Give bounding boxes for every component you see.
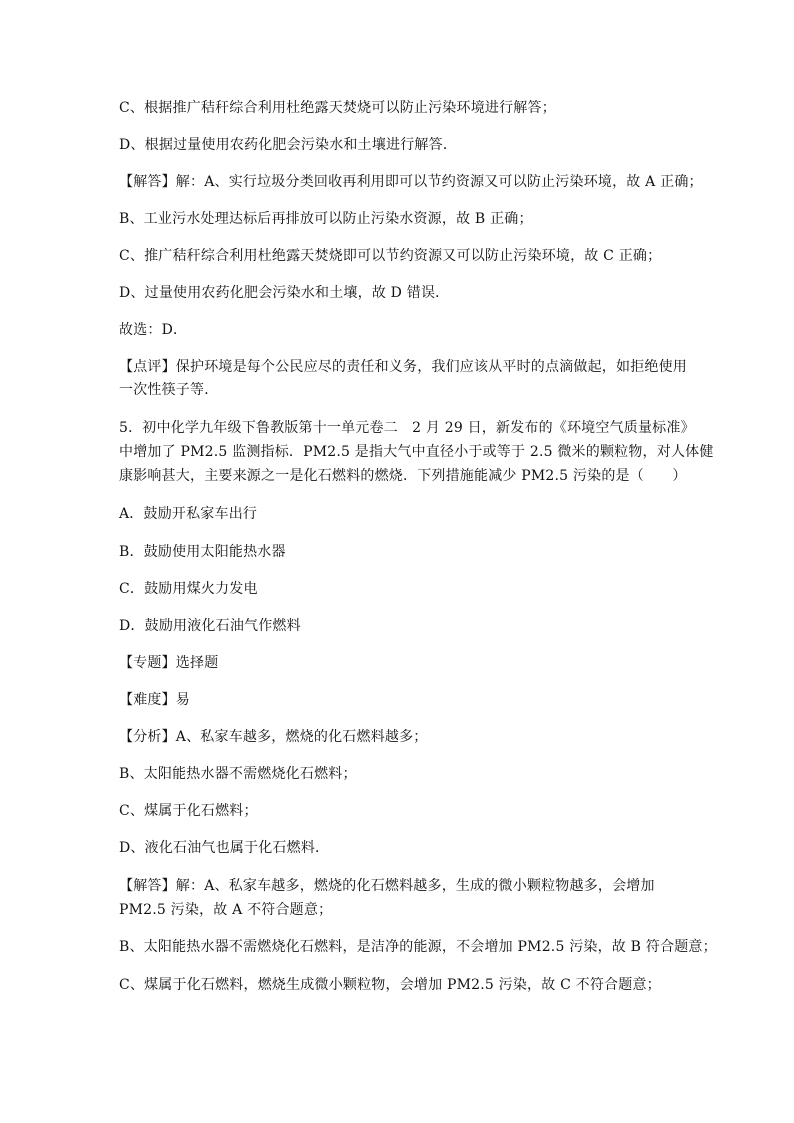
- difficulty-line: 【难度】易: [119, 692, 190, 708]
- question-5-line-1: 5．初中化学九年级下鲁教版第十一单元卷二 2 月 29 日，新发布的《环境空气质量标准》: [119, 420, 695, 436]
- comment-line-1: 【点评】保护环境是每个公民应尽的责任和义务，我们应该从平时的点滴做起，如拒绝使用: [119, 359, 687, 375]
- choice-line: 故选：D．: [119, 322, 188, 338]
- option-b: B．鼓励使用太阳能热水器: [119, 544, 286, 560]
- question-5-line-2: 中增加了 PM2.5 监测指标．PM2.5 是指大气中直径小于或等于 2.5 微米的颗粒物，对人体健: [119, 444, 714, 460]
- answer-a-line: 【解答】解：A、实行垃圾分类回收再利用即可以节约资源又可以防止污染环境，故 A 正确；: [119, 174, 703, 190]
- analysis-5-d-line: D、液化石油气也属于化石燃料．: [119, 840, 330, 856]
- analysis-c-line: C、根据推广秸秆综合利用杜绝露天焚烧可以防止污染环境进行解答；: [119, 100, 556, 116]
- answer-5-c-line: C、煤属于化石燃料，燃烧生成微小颗粒物，会增加 PM2.5 污染，故 C 不符合题意；: [119, 977, 661, 993]
- option-a: A．鼓励开私家车出行: [119, 506, 258, 522]
- analysis-5-b-line: B、太阳能热水器不需燃烧化石燃料；: [119, 766, 357, 782]
- option-d: D．鼓励用液化石油气作燃料: [119, 618, 301, 634]
- analysis-5-a-line: 【分析】A、私家车越多，燃烧的化石燃料越多；: [119, 729, 428, 745]
- answer-d-line: D、过量使用农药化肥会污染水和土壤，故 D 错误．: [119, 285, 450, 301]
- analysis-d-line: D、根据过量使用农药化肥会污染水和土壤进行解答．: [119, 137, 458, 153]
- answer-5-b-line: B、太阳能热水器不需燃烧化石燃料，是洁净的能源，不会增加 PM2.5 污染，故 B 符合题意；: [119, 939, 717, 955]
- answer-5-a-line-1: 【解答】解：A、私家车越多，燃烧的化石燃料越多，生成的微小颗粒物越多，会增加: [119, 878, 655, 894]
- option-c: C．鼓励用煤火力发电: [119, 581, 258, 597]
- answer-b-line: B、工业污水处理达标后再排放可以防止污染水资源，故 B 正确；: [119, 211, 533, 227]
- answer-5-a-line-2: PM2.5 污染，故 A 不符合题意；: [119, 902, 333, 918]
- question-5-line-3: 康影响甚大，主要来源之一是化石燃料的燃烧．下列措施能减少 PM2.5 污染的是（ ）: [119, 468, 687, 484]
- comment-line-2: 一次性筷子等．: [119, 382, 219, 398]
- answer-c-line: C、推广秸秆综合利用杜绝露天焚烧即可以节约资源又可以防止污染环境，故 C 正确；: [119, 248, 662, 264]
- analysis-5-c-line: C、煤属于化石燃料；: [119, 803, 258, 819]
- topic-line: 【专题】选择题: [119, 655, 219, 671]
